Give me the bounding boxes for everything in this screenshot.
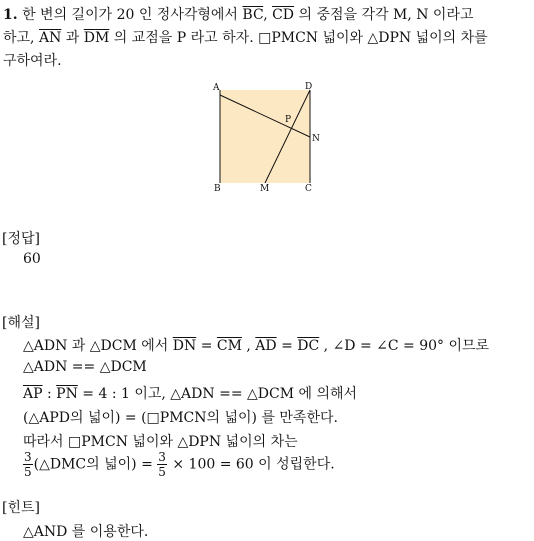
problem-text: 과	[65, 30, 80, 46]
segment-bc: $\overline{BC}$	[242, 7, 264, 23]
problem-text: 의 교점을 P 라고 하자. □PMCN 넓이와 △DPN 넓이의 차를	[113, 30, 488, 46]
segment-dm: $\overline{DM}$	[83, 30, 110, 46]
label-a: A	[213, 83, 220, 93]
equals-sign: =	[281, 338, 293, 354]
segment-pn: $\overline{PN}$	[56, 386, 78, 402]
problem-line-1: 1. 한 변의 길이가 20 인 정사각형에서 $\overline{BC}$, $\overline{CD}$ 의 중점을 각각 M, N 이라고	[3, 7, 474, 23]
segment-cm: $\overline{CM}$	[216, 338, 242, 354]
solution-header: [해설]	[2, 315, 40, 331]
solution-line-3	[23, 383, 357, 403]
problem-number: 1.	[3, 7, 18, 23]
solution-line-1	[23, 335, 489, 355]
solution-text: × 100 = 60 이 성립한다.	[172, 456, 335, 473]
problem-text: 의 중점을 각각 M, N 이라고	[298, 7, 474, 23]
solution-line-2: △ADN == △DCM	[23, 359, 147, 375]
answer-value: 60	[23, 251, 41, 267]
label-n: N	[312, 134, 320, 144]
fraction-three-fifths: $\frac{3}{5}$	[158, 450, 166, 479]
solution-line-4: (△APD의 넓이) = (□PMCN의 넓이) 를 만족한다.	[23, 410, 338, 426]
solution-line-6	[23, 451, 335, 478]
problem-line-3	[3, 50, 62, 70]
square-fill	[220, 90, 310, 183]
equals-sign: =	[200, 338, 213, 354]
fraction-three-fifths: $\frac{3}{5}$	[24, 450, 32, 479]
colon: :	[46, 386, 52, 402]
label-d: D	[305, 82, 313, 92]
problem-line-2	[3, 27, 488, 47]
segment-ad: $\overline{AD}$	[255, 338, 277, 354]
solution-text: (△DMC의 넓이) =	[33, 456, 153, 473]
answer-header: [정답]	[2, 231, 40, 247]
segment-an: $\overline{AN}$	[38, 30, 62, 46]
label-p: P	[285, 115, 292, 125]
segment-dn: $\overline{DN}$	[172, 338, 197, 354]
solution-text: △ADN 과 △DCM 에서	[23, 338, 169, 354]
label-c: C	[305, 184, 312, 194]
square-figure	[205, 78, 330, 196]
segment-dc: $\overline{DC}$	[297, 338, 320, 354]
label-m: M	[260, 184, 270, 194]
problem-text: 하고,	[3, 30, 35, 46]
segment-ap: $\overline{AP}$	[23, 386, 43, 402]
solution-line-5: 따라서 □PMCN 넓이와 △DPN 넓이의 차는	[23, 434, 298, 450]
problem-text: 한 변의 길이가 20 인 정사각형에서	[22, 7, 238, 23]
solution-text: , ∠D = ∠C = 90° 이므로	[323, 338, 490, 354]
problem-text: 구하여라.	[3, 53, 62, 69]
hint-header: [힌트]	[2, 500, 40, 516]
hint-text: △AND 를 이용한다.	[23, 524, 149, 540]
comma: ,	[246, 338, 251, 354]
solution-text: = 4 : 1 이고, △ADN == △DCM 에 의해서	[82, 386, 358, 402]
segment-cd: $\overline{CD}$	[272, 7, 295, 23]
label-b: B	[214, 184, 221, 194]
